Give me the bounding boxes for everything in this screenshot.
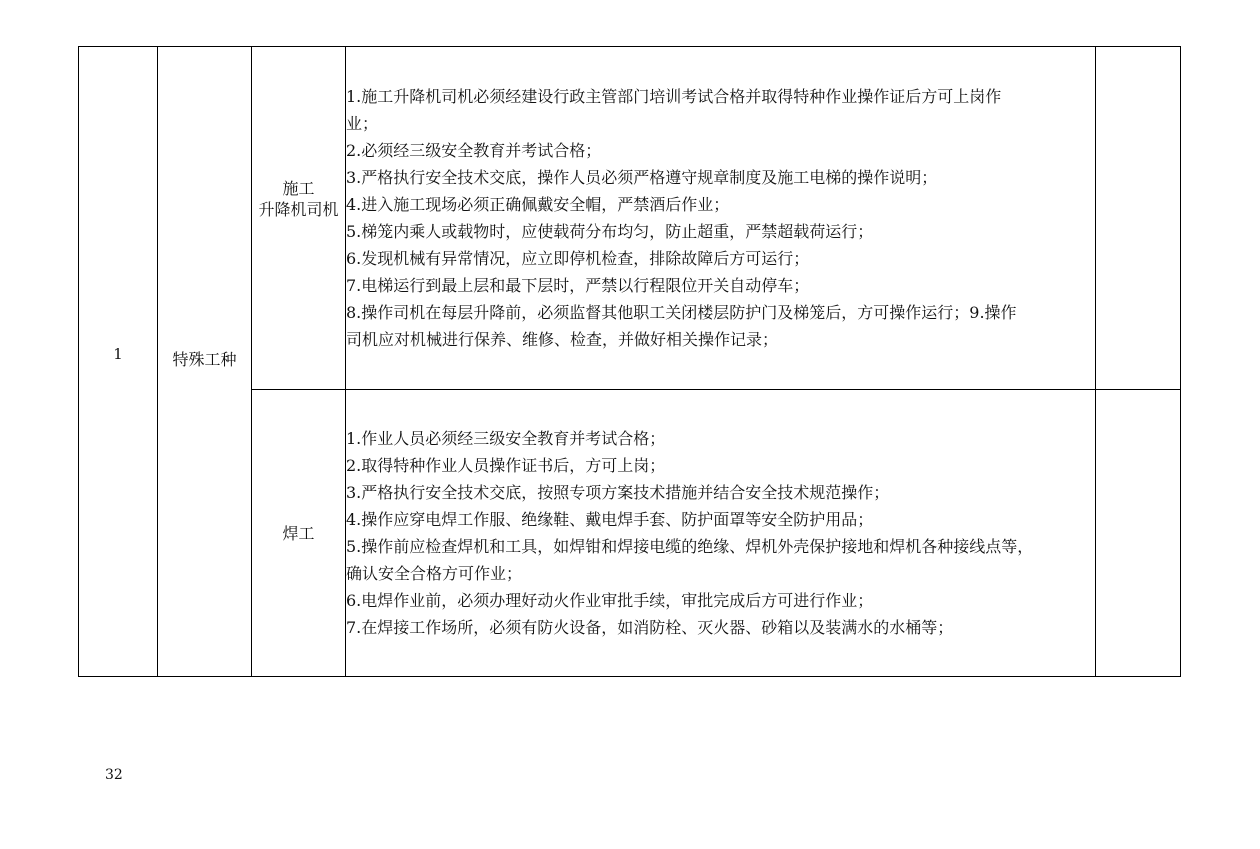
category-label: 特殊工种 (172, 350, 237, 369)
requirement-line: 5.操作前应检查焊机和工具，如焊钳和焊接电缆的绝缘、焊机外壳保护接地和焊机各种接线点等， (346, 537, 1034, 556)
requirement-line: 8.操作司机在每层升降前，必须监督其他职工关闭楼层防护门及梯笼后，方可操作运行；9.操作 (346, 303, 1017, 322)
category-cell (158, 47, 252, 677)
role-cell (252, 390, 346, 677)
role-label (252, 178, 345, 220)
remarks-cell (1096, 47, 1181, 390)
requirement-line: 1.作业人员必须经三级安全教育并考试合格； (346, 429, 666, 448)
requirement-line: 6.发现机械有异常情况，应立即停机检查，排除故障后方可运行； (346, 249, 810, 268)
requirements-cell (346, 390, 1096, 677)
remarks-cell (1096, 390, 1181, 677)
role-label (252, 523, 345, 544)
row-number-cell (79, 47, 158, 677)
role-label-line: 焊工 (282, 523, 315, 543)
requirement-line: 3.严格执行安全技术交底，操作人员必须严格遵守规章制度及施工电梯的操作说明； (346, 168, 938, 187)
requirement-line: 6.电焊作业前，必须办理好动火作业审批手续，审批完成后方可进行作业； (346, 591, 874, 610)
requirement-line: 2.必须经三级安全教育并考试合格； (346, 141, 602, 160)
table-row (79, 47, 1181, 390)
row-number: 1 (113, 345, 123, 363)
requirement-line: 4.进入施工现场必须正确佩戴安全帽，严禁酒后作业； (346, 195, 730, 214)
requirements-cell (346, 47, 1096, 390)
requirement-line: 5.梯笼内乘人或载物时，应使载荷分布均匀，防止超重，严禁超载荷运行； (346, 222, 874, 241)
role-cell (252, 47, 346, 390)
page-number: 32 (105, 767, 123, 783)
requirement-line: 业； (346, 114, 379, 133)
safety-requirements-table-container (78, 46, 1180, 677)
requirement-line: 7.在焊接工作场所，必须有防火设备，如消防栓、灭火器、砂箱以及装满水的水桶等； (346, 618, 954, 637)
requirement-line: 2.取得特种作业人员操作证书后，方可上岗； (346, 456, 666, 475)
requirement-line: 司机应对机械进行保养、维修、检查，并做好相关操作记录； (346, 330, 779, 349)
requirement-line: 确认安全合格方可作业； (346, 564, 523, 583)
safety-requirements-table (78, 46, 1181, 677)
requirement-line: 4.操作应穿电焊工作服、绝缘鞋、戴电焊手套、防护面罩等安全防护用品； (346, 510, 874, 529)
requirement-line: 1.施工升降机司机必须经建设行政主管部门培训考试合格并取得特种作业操作证后方可上岗作 (346, 87, 1002, 106)
requirement-line: 7.电梯运行到最上层和最下层时，严禁以行程限位开关自动停车； (346, 276, 810, 295)
requirement-line: 3.严格执行安全技术交底，按照专项方案技术措施并结合安全技术规范操作； (346, 483, 890, 502)
role-label-line: 施工 (282, 179, 315, 198)
role-label-line: 升降机司机 (258, 200, 339, 219)
